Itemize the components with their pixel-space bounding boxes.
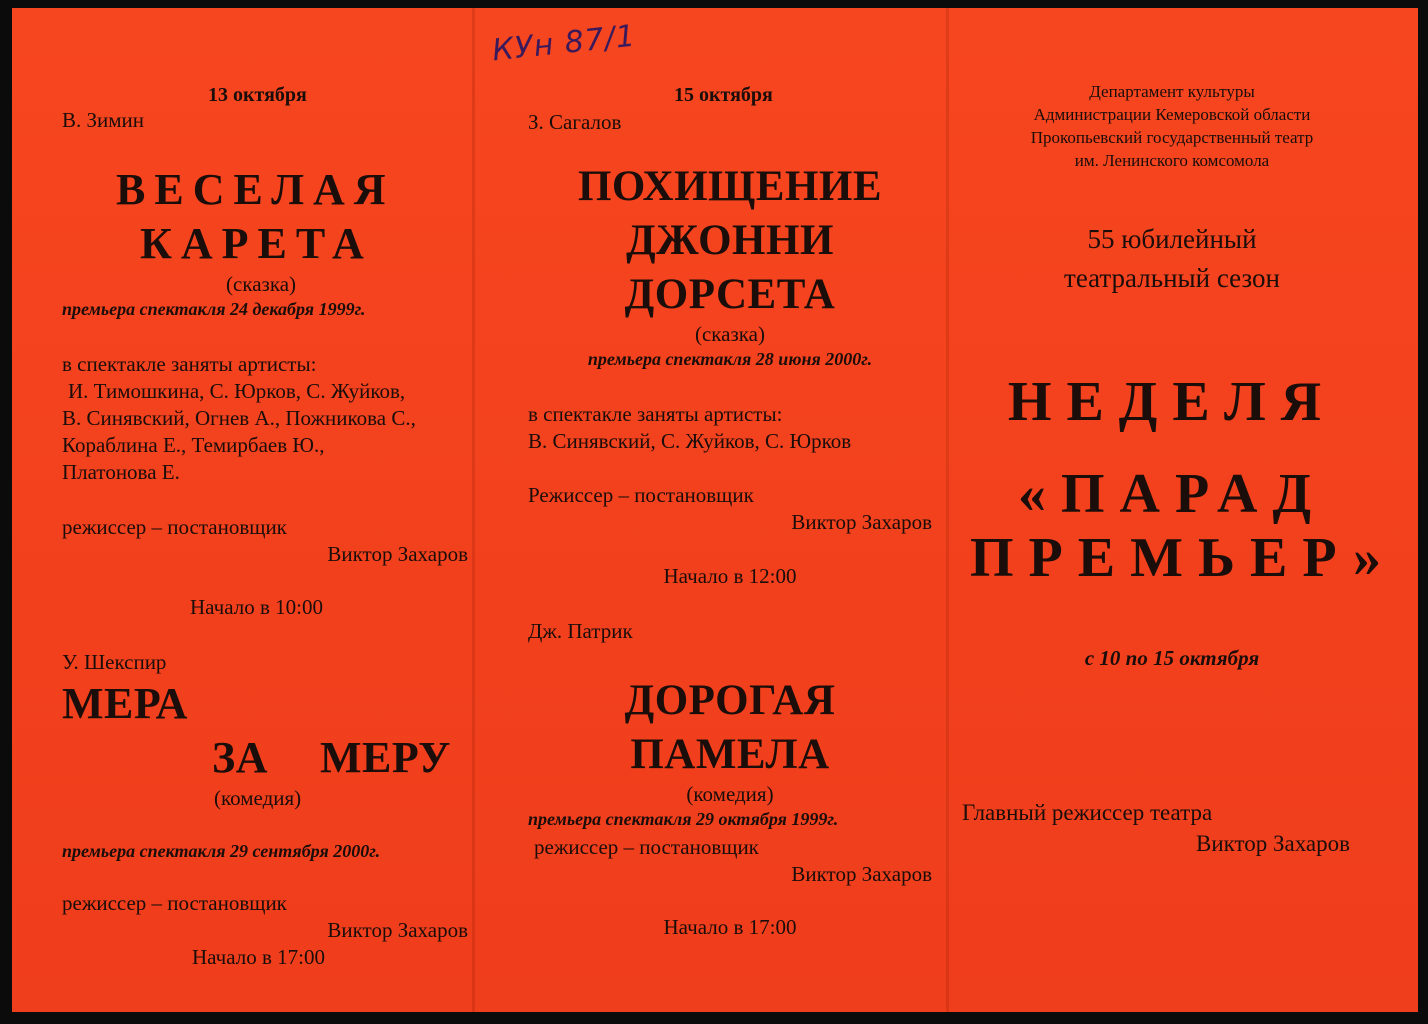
col2-title1-line3: ДОРСЕТА — [624, 271, 836, 318]
col1-title2-line2b: МЕРУ — [320, 733, 451, 782]
col2-cast-intro: в спектакле заняты артисты: — [528, 402, 783, 426]
col3-chief-name: Виктор Захаров — [1195, 831, 1350, 856]
playbill-sheet — [12, 8, 1418, 1012]
col3-headline1: НЕДЕЛЯ — [1007, 371, 1337, 433]
col2-genre1: (сказка) — [694, 322, 765, 346]
col2-title1-line1: ПОХИЩЕНИЕ — [577, 163, 882, 210]
col1-cast-intro: в спектакле заняты артисты: — [62, 352, 317, 376]
col3-headline3: ПРЕМЬЕР» — [970, 527, 1396, 589]
col1-author2: У. Шекспир — [62, 650, 167, 674]
col2-author2: Дж. Патрик — [528, 619, 633, 643]
col2-title2-line1: ДОРОГАЯ — [624, 677, 836, 724]
col1-director-name1: Виктор Захаров — [327, 542, 468, 566]
col3-org-line1: Департамент культуры — [1089, 82, 1255, 101]
col1-title2-line1: МЕРА — [62, 679, 188, 728]
col2-author1: З. Сагалов — [528, 110, 622, 134]
col1-premiere1: премьера спектакля 24 декабря 1999г. — [62, 299, 366, 319]
col1-author1: В. Зимин — [62, 108, 145, 132]
col2-director-label1: Режиссер – постановщик — [528, 483, 754, 507]
col1-cast-line3: Кораблина Е., Темирбаев Ю., — [62, 433, 325, 457]
col2-genre2: (комедия) — [686, 782, 774, 806]
col1-title1-line2: КАРЕТА — [140, 219, 373, 268]
col2-premiere1: премьера спектакля 28 июня 2000г. — [587, 349, 873, 369]
col2-start1: Начало в 12:00 — [663, 564, 797, 588]
col1-cast-line1: И. Тимошкина, С. Юрков, С. Жуйков, — [68, 379, 406, 403]
col3-season-line2: театральный сезон — [1064, 263, 1280, 293]
col1-start2: Начало в 17:00 — [192, 945, 325, 969]
col1-director-name2: Виктор Захаров — [327, 918, 468, 942]
col1-director-label1: режиссер – постановщик — [62, 515, 287, 539]
col1-premiere2: премьера спектакля 29 сентября 2000г. — [62, 841, 381, 861]
col1-cast-line4: Платонова Е. — [62, 460, 180, 484]
col1-genre1: (сказка) — [226, 272, 297, 296]
col2-director-label2: режиссер – постановщик — [534, 835, 759, 859]
col1-genre2: (комедия) — [214, 786, 302, 810]
col3-dates: с 10 по 15 октября — [1084, 646, 1260, 670]
fold-line-left — [472, 8, 475, 1012]
col1-start1: Начало в 10:00 — [190, 595, 323, 619]
col2-director-name1: Виктор Захаров — [791, 510, 932, 534]
col2-start2: Начало в 17:00 — [663, 915, 797, 939]
col2-director-name2: Виктор Захаров — [791, 862, 932, 886]
col3-org-line3: Прокопьевский государственный театр — [1030, 128, 1314, 147]
col3-chief-label: Главный режиссер театра — [962, 800, 1213, 825]
col1-title2-line2a: ЗА — [212, 733, 268, 782]
col3-headline2: «ПАРАД — [1017, 463, 1326, 525]
archive-mark: КУн 87/1 — [490, 18, 638, 69]
col1-date: 13 октября — [208, 84, 307, 106]
col2-title1-line2: ДЖОННИ — [626, 217, 834, 264]
col1-title1-line1: ВЕСЕЛАЯ — [116, 165, 395, 214]
col3-season-line1: 55 юбилейный — [1087, 224, 1257, 254]
col1-cast-line2: В. Синявский, Огнев А., Пожникова С., — [62, 406, 416, 430]
col2-premiere2: премьера спектакля 29 октября 1999г. — [528, 809, 839, 829]
col3-org-line2: Администрации Кемеровской области — [1033, 105, 1311, 124]
col3-org-line4: им. Ленинского комсомола — [1074, 151, 1270, 170]
col2-date: 15 октября — [674, 84, 773, 106]
col1-director-label2: режиссер – постановщик — [62, 891, 287, 915]
col2-cast-line1: В. Синявский, С. Жуйков, С. Юрков — [528, 429, 852, 453]
col2-title2-line2: ПАМЕЛА — [630, 731, 830, 778]
fold-line-right — [946, 8, 949, 1012]
